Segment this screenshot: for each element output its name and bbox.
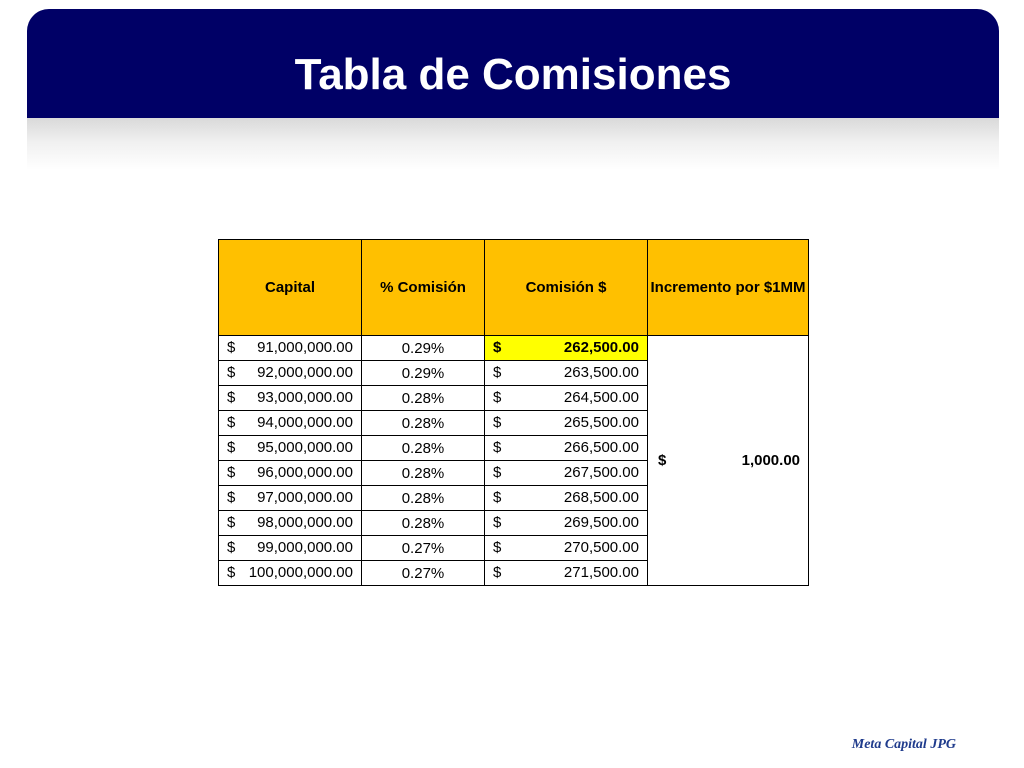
commission-value: 269,500.00: [563, 514, 639, 531]
commission-cell-highlighted: [485, 336, 648, 361]
commission-cell: [485, 536, 648, 561]
currency-symbol: $: [227, 414, 236, 431]
commission-cell: [485, 486, 648, 511]
commission-cell: [485, 411, 648, 436]
increment-value: 1,000.00: [741, 451, 800, 469]
commission-value: 263,500.00: [563, 364, 639, 381]
currency-symbol: $: [227, 339, 236, 356]
header-percent: % Comisión: [362, 240, 485, 336]
commission-value: 267,500.00: [563, 464, 639, 481]
banner-shadow: [27, 118, 999, 170]
commission-table: [218, 239, 809, 586]
currency-symbol: $: [493, 489, 502, 506]
capital-value: 97,000,000.00: [257, 489, 353, 506]
currency-symbol: $: [227, 514, 236, 531]
capital-cell: [219, 411, 362, 436]
increment-cell: [648, 336, 809, 586]
commission-cell: [485, 361, 648, 386]
currency-symbol: $: [493, 339, 502, 356]
currency-symbol: $: [493, 539, 502, 556]
commission-value: 268,500.00: [563, 489, 639, 506]
title-banner: [27, 9, 999, 118]
percent-cell: 0.29%: [362, 336, 485, 361]
capital-cell: [219, 486, 362, 511]
capital-cell: [219, 461, 362, 486]
capital-value: 100,000,000.00: [248, 564, 353, 581]
currency-symbol: $: [227, 539, 236, 556]
currency-symbol: $: [227, 389, 236, 406]
capital-cell: [219, 561, 362, 586]
capital-value: 98,000,000.00: [257, 514, 353, 531]
commission-cell: [485, 436, 648, 461]
capital-value: 99,000,000.00: [257, 539, 353, 556]
capital-cell: [219, 436, 362, 461]
commission-cell: [485, 511, 648, 536]
capital-value: 93,000,000.00: [257, 389, 353, 406]
percent-cell: 0.28%: [362, 461, 485, 486]
percent-cell: 0.28%: [362, 386, 485, 411]
currency-symbol: $: [658, 451, 667, 469]
capital-cell: [219, 536, 362, 561]
percent-cell: 0.28%: [362, 411, 485, 436]
capital-value: 92,000,000.00: [257, 364, 353, 381]
currency-symbol: $: [493, 564, 502, 581]
capital-cell: [219, 386, 362, 411]
capital-value: 95,000,000.00: [257, 439, 353, 456]
currency-symbol: $: [493, 514, 502, 531]
percent-cell: 0.28%: [362, 436, 485, 461]
header-capital: Capital: [219, 240, 362, 336]
commission-value: 262,500.00: [563, 339, 639, 356]
table-row: [219, 336, 809, 361]
commission-cell: [485, 561, 648, 586]
percent-cell: 0.27%: [362, 536, 485, 561]
currency-symbol: $: [227, 439, 236, 456]
commission-cell: [485, 386, 648, 411]
table-body: [219, 336, 809, 586]
percent-cell: 0.28%: [362, 486, 485, 511]
currency-symbol: $: [227, 564, 236, 581]
table-header-row: [219, 240, 809, 336]
capital-cell: [219, 361, 362, 386]
capital-value: 94,000,000.00: [257, 414, 353, 431]
commission-value: 264,500.00: [563, 389, 639, 406]
slide-title: Tabla de Comisiones: [294, 50, 732, 99]
header-increment: Incremento por $1MM: [648, 240, 809, 336]
header-commission: Comisión $: [485, 240, 648, 336]
commission-value: 266,500.00: [563, 439, 639, 456]
currency-symbol: $: [493, 464, 502, 481]
currency-symbol: $: [493, 414, 502, 431]
capital-cell: [219, 511, 362, 536]
currency-symbol: $: [493, 389, 502, 406]
commission-cell: [485, 461, 648, 486]
percent-cell: 0.29%: [362, 361, 485, 386]
currency-symbol: $: [493, 364, 502, 381]
footer-brand: Meta Capital JPG: [851, 737, 956, 752]
percent-cell: 0.28%: [362, 511, 485, 536]
currency-symbol: $: [227, 464, 236, 481]
currency-symbol: $: [493, 439, 502, 456]
commission-value: 271,500.00: [563, 564, 639, 581]
commission-value: 270,500.00: [563, 539, 639, 556]
capital-cell: [219, 336, 362, 361]
capital-value: 91,000,000.00: [257, 339, 353, 356]
currency-symbol: $: [227, 489, 236, 506]
capital-value: 96,000,000.00: [257, 464, 353, 481]
currency-symbol: $: [227, 364, 236, 381]
percent-cell: 0.27%: [362, 561, 485, 586]
commission-value: 265,500.00: [563, 414, 639, 431]
